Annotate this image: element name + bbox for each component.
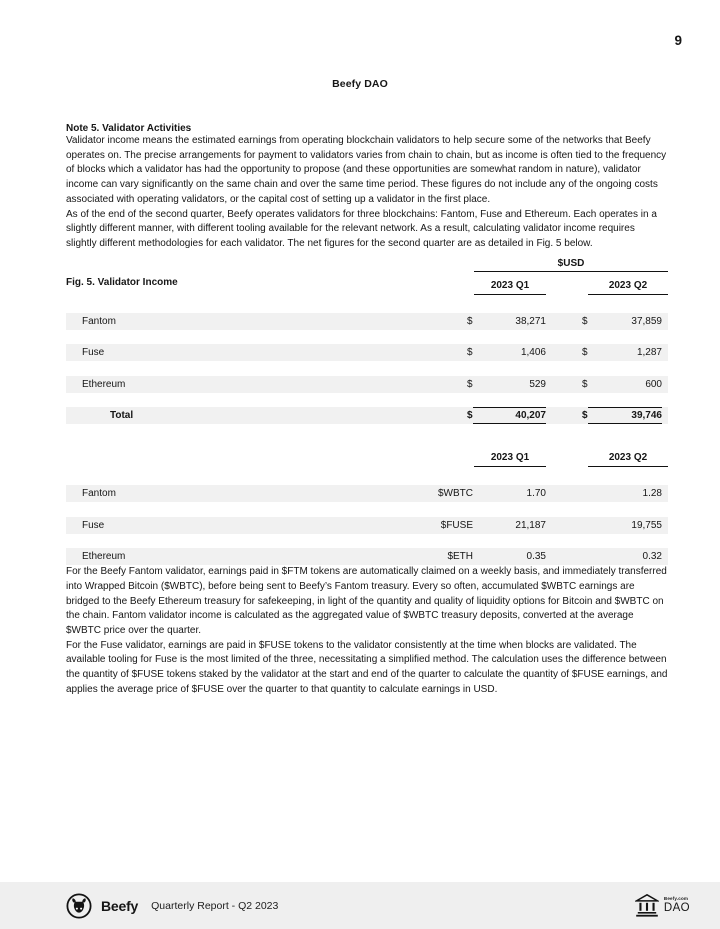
total-q1: 40,207 (473, 407, 546, 424)
page-footer (0, 882, 720, 929)
table-row-total (66, 407, 668, 424)
row-label: Total (110, 410, 134, 422)
table-row (66, 313, 668, 330)
value-q2: 0.32 (642, 551, 662, 563)
token-symbol: $ETH (447, 551, 473, 563)
value-q2: 19,755 (631, 519, 662, 531)
row-label: Fuse (82, 347, 105, 359)
paragraph-validator-income: Validator income means the estimated earnings from operating blockchain validators to help secure some of the networks that Beefy operates on. The precise arrangements for payment to validators varies from chain to chain, but as income is often tied to the frequency of blocks which a validator has had the opportunity to propose (and these opportunities are somewhat random in nature), validator income can vary significantly on the same chain and over the same time period. These figures do not include any of the ongoing costs associated with operating validators, or the capital cost of setting up a validator in the first place. (66, 135, 667, 205)
row-label: Ethereum (82, 551, 126, 563)
footer-dao-label: DAO (663, 901, 690, 914)
value-q1: 21,187 (515, 519, 546, 531)
value-q1: 38,271 (515, 315, 546, 327)
row-label: Fantom (82, 315, 116, 327)
page-content (66, 123, 668, 697)
value-q1: 529 (529, 378, 546, 390)
document-title: Beefy DAO (332, 78, 388, 90)
currency-symbol: $ (467, 347, 473, 359)
paragraph-fuse-method: For the Fuse validator, earnings are paid in $FUSE tokens to the validator consistently at the time when blocks are validated. The available tooling for Fuse is the most limited of the three, necessitating a simplified method. The calculation uses the difference between the quantity of $FUSE tokens staked by the validator at the start and end of the quarter to calculate the quantity of $FUSE earnings, and applies the average price of $FUSE over the quarter to that quantity to calculate earnings in USD. (66, 639, 668, 695)
figure-label: Fig. 5. Validator Income (66, 276, 178, 288)
page-number: 9 (674, 33, 682, 48)
quarter-headers (474, 280, 668, 295)
currency-symbol: $ (582, 410, 588, 422)
token-column-headers (474, 452, 668, 467)
row-label: Fantom (82, 488, 116, 500)
bank-building-icon (635, 894, 659, 917)
token-symbol: $WBTC (438, 488, 473, 500)
currency-symbol: $ (467, 410, 473, 422)
figure-header (66, 258, 668, 295)
value-q2: 1.28 (642, 488, 662, 500)
column-header-q1: 2023 Q1 (474, 280, 546, 295)
footer-dao (635, 894, 690, 917)
currency-symbol: $ (467, 378, 473, 390)
paragraph-three-blockchains: As of the end of the second quarter, Beefy operates validators for three blockchains: Fantom, Fuse and Ethereum. Each operates in a slightly different manner, with different tooling available for the relevant network. As a result, calculating validator income requires slightly different methodologies for each validator. The net figures for the second quarter are as detailed in Fig. 5 below. (66, 208, 657, 249)
table-row (66, 548, 668, 565)
value-q1: 0.35 (526, 551, 546, 563)
footer-brand (66, 893, 278, 919)
value-q2: 600 (645, 378, 662, 390)
value-q2: 37,859 (631, 315, 662, 327)
row-label: Fuse (82, 519, 105, 531)
note-heading: Note 5. Validator Activities (66, 123, 192, 134)
value-q2: 1,287 (636, 347, 662, 359)
table-row (66, 517, 668, 534)
paragraph-fantom-method: For the Beefy Fantom validator, earnings paid in $FTM tokens are automatically claimed on a weekly basis, and immediately transferred into Wrapped Bitcoin ($WBTC), before being sent to Beefy’s Fantom treasury. Every so often, accumulated $WBTC earnings are bridged to the Beefy Ethereum treasury for safekeeping, in light of the quantity and quality of liquidity options for Bitcoin and $WBTC on the chain. Fantom validator income is calculated as the aggregated value of $WBTC treasury deposits, converted at the average $WBTC price over the quarter. (66, 566, 667, 636)
currency-symbol: $ (582, 378, 588, 390)
token-income-table (66, 485, 668, 565)
value-q1: 1.70 (526, 488, 546, 500)
column-header-q1: 2023 Q1 (474, 452, 546, 467)
currency-symbol: $ (582, 347, 588, 359)
table-row (66, 485, 668, 502)
usd-column-headers (474, 258, 668, 295)
currency-symbol: $ (467, 315, 473, 327)
total-q2: 39,746 (588, 407, 662, 424)
footer-report-title: Quarterly Report - Q2 2023 (151, 899, 279, 912)
row-label: Ethereum (82, 378, 126, 390)
beefy-cow-logo-icon (66, 893, 92, 919)
unit-header: $USD (474, 258, 668, 272)
table-row (66, 376, 668, 393)
currency-symbol: $ (582, 315, 588, 327)
usd-income-table (66, 313, 668, 425)
table-row (66, 344, 668, 361)
footer-brand-name: Beefy (101, 897, 139, 914)
token-symbol: $FUSE (440, 519, 473, 531)
column-header-q2: 2023 Q2 (588, 280, 668, 295)
value-q1: 1,406 (520, 347, 546, 359)
footer-site-label: Beefy.com (663, 895, 689, 901)
column-header-q2: 2023 Q2 (588, 452, 668, 467)
